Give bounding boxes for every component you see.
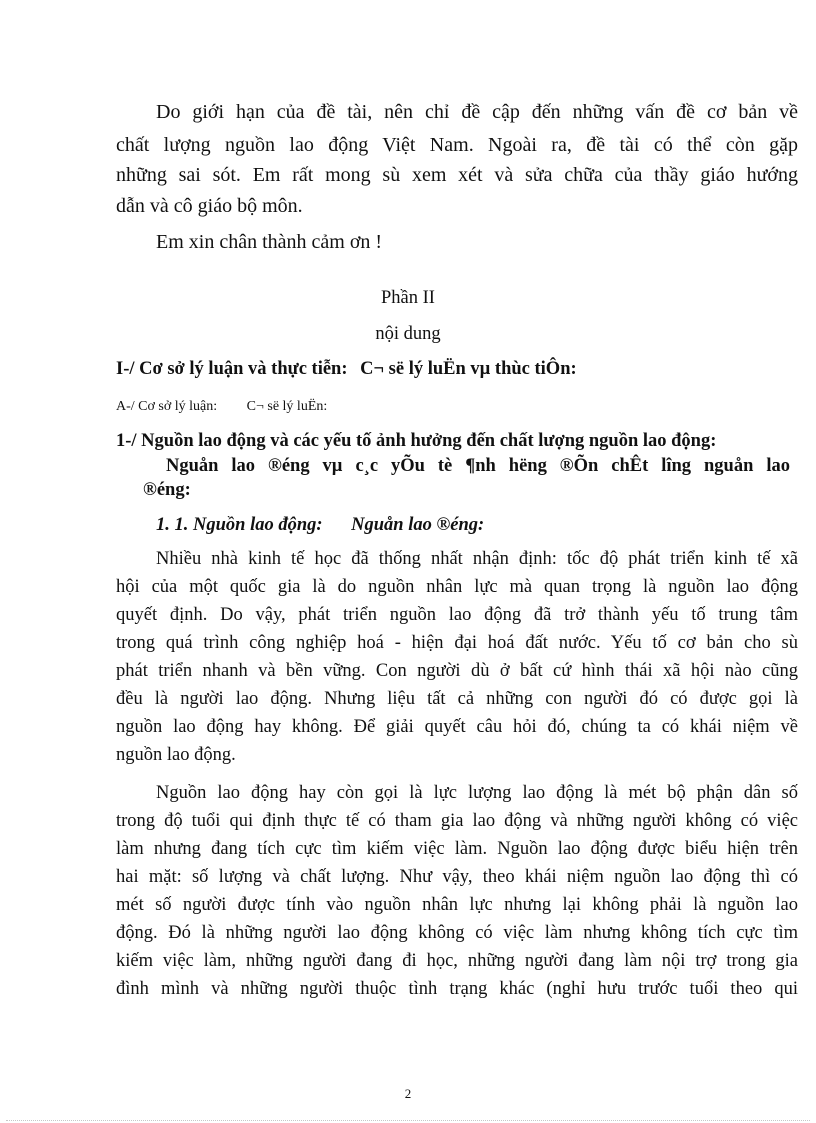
text-line: động. Đó là những người lao động không có việc làm nhưng không tích cực tìm <box>116 923 798 943</box>
part-title: Phần II <box>381 288 435 308</box>
heading-1-garbled-line: Nguån lao ®éng vµ c¸c yÕu tè ¶nh hëng ®Õn chÊt lîng nguån lao <box>166 456 790 476</box>
subsection-heading-garbled: Nguån lao ®éng: <box>351 515 485 535</box>
text-line: Do giới hạn của đề tài, nên chỉ đề cập đến những vấn đề cơ bản về <box>156 101 798 123</box>
text-line: đều là người lao động. Nhưng liệu tất cả những con người đó có được gọi là <box>116 689 798 709</box>
text-line: đình mình và những người thuộc tình trạng khác (nghỉ hưu trước tuổi theo qui <box>116 979 798 999</box>
text-line: quyết định. Do vậy, phát triển nguồn lao động đã trở thành yếu tố trung tâm <box>116 605 798 625</box>
subsection-a-garbled: C¬ së lý luËn: <box>246 399 328 414</box>
text-line: dẫn và cô giáo bộ môn. <box>116 195 303 217</box>
subsection-heading-text: 1. 1. Nguồn lao động: <box>156 515 323 535</box>
page-number: 2 <box>404 1086 412 1101</box>
subsection-heading <box>156 515 484 536</box>
heading-1-line: 1-/ Nguồn lao động và các yếu tố ảnh hưởng đến chất lượng nguồn lao động: <box>116 431 717 451</box>
thanks-line: Em xin chân thành cảm ơn ! <box>156 231 383 253</box>
text-line: nguồn lao động hay không. Để giải quyết câu hỏi đó, chúng ta có khái niệm về <box>116 717 798 737</box>
text-line: làm nhưng đang tích cực tìm kiếm việc làm. Nguồn lao động được biểu hiện trên <box>116 839 798 859</box>
text-line: hai mặt: số lượng và chất lượng. Như vậy, theo khái niệm nguồn lao động thì có <box>116 867 798 887</box>
text-line: chất lượng nguồn lao động Việt Nam. Ngoài ra, đề tài có thể còn gặp <box>116 134 798 156</box>
text-line: trong quá trình công nghiệp hoá - hiện đại hoá đất nước. Yếu tố cơ bản cho sù <box>116 633 798 653</box>
page-bottom-divider <box>6 1120 810 1121</box>
text-line: mét số người được tính vào nguồn nhân lực nhưng lại không phải là nguồn lao <box>116 895 798 915</box>
subsection-a-heading <box>116 399 327 415</box>
text-line: nguồn lao động. <box>116 745 236 765</box>
part-subtitle: nội dung <box>375 324 441 344</box>
text-line: kiếm việc làm, những người đang đi học, những người đang làm nội trợ trong gia <box>116 951 798 971</box>
text-line: Nhiều nhà kinh tế học đã thống nhất nhận định: tốc độ phát triển kinh tế xã <box>156 549 798 569</box>
text-line: Nguồn lao động hay còn gọi là lực lượng lao động là mét bộ phận dân số <box>156 783 798 803</box>
subsection-a-text: A-/ Cơ sở lý luận: <box>116 399 218 414</box>
section-heading <box>116 359 577 380</box>
section-heading-text: I-/ Cơ sở lý luận và thực tiễn: <box>116 359 348 379</box>
section-heading-garbled: C¬ së lý luËn vµ thùc tiÔn: <box>360 359 577 379</box>
text-line: trong độ tuổi qui định thực tế có tham gia lao động và những người không có việc <box>116 811 798 831</box>
text-line: hội của một quốc gia là do nguồn nhân lực mà quan trọng là nguồn lao động <box>116 577 798 597</box>
heading-1-garbled-line: ®éng: <box>143 480 191 500</box>
text-line: phát triển nhanh và bền vững. Con người dù ở bất cứ hình thái xã hội nào cũng <box>116 661 798 681</box>
text-line: những sai sót. Em rất mong sù xem xét và sửa chữa của thầy giáo hướng <box>116 164 798 186</box>
